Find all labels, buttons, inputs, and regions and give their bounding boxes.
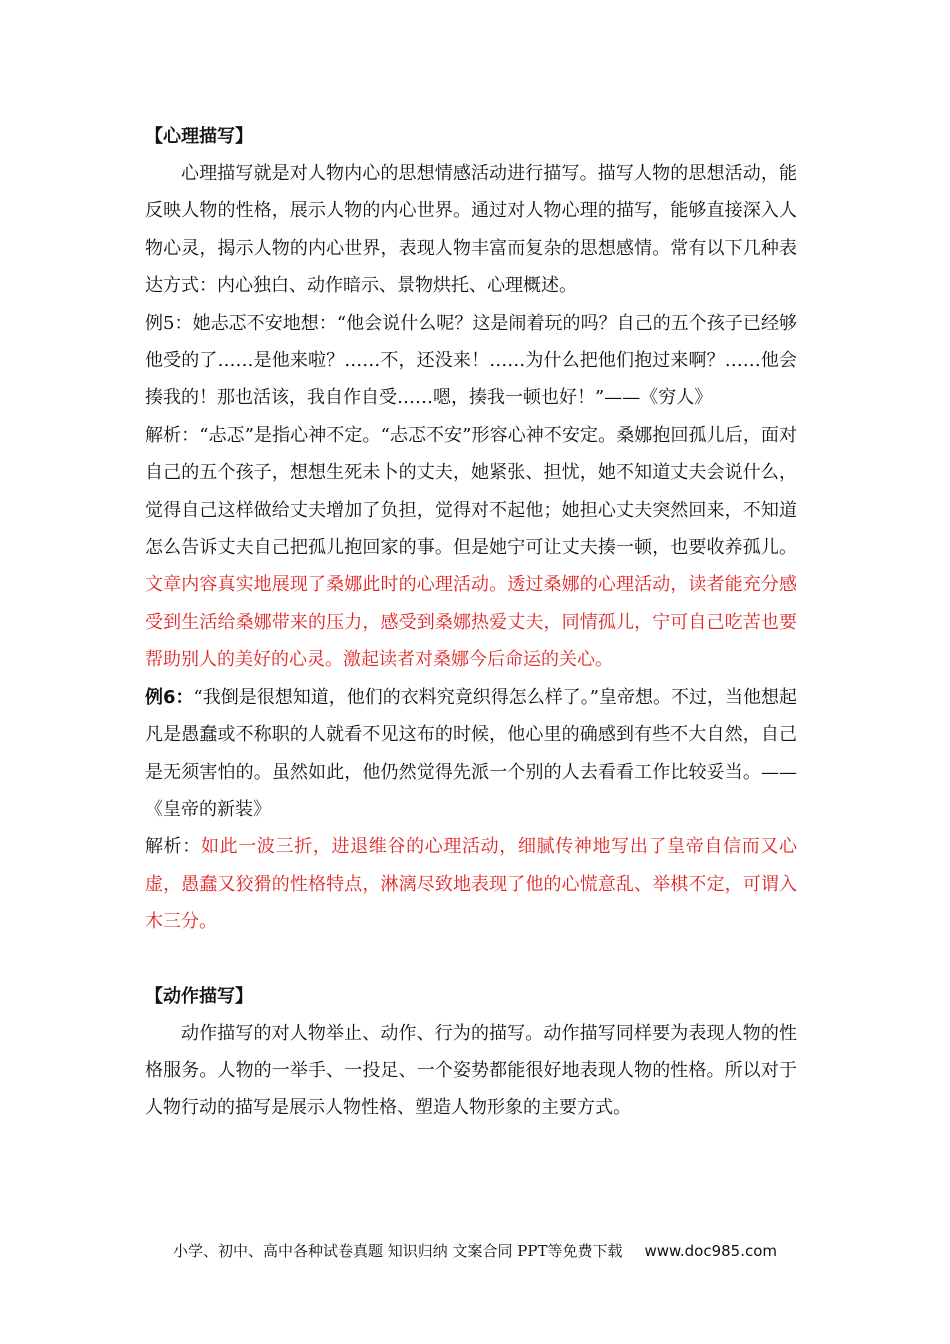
- page-footer: [0, 1240, 950, 1261]
- example-6-label: 例6：: [145, 686, 194, 708]
- action-intro-paragraph: 动作描写的对人物举止、动作、行为的描写。动作描写同样要为表现人物的性格服务。人物的一举手、一投足、一个姿势都能很好地表现人物的性格。所以对于人物行动的描写是展示人物性格、塑造人物形象的主要方式。: [145, 1022, 797, 1119]
- document-body: [145, 118, 797, 1127]
- footer-text: 小学、初中、高中各种试卷真题 知识归纳 文案合同 PPT等免费下载: [172, 1242, 623, 1260]
- example-5-analysis: [145, 417, 797, 679]
- example-5-analysis-highlight: 文章内容真实地展现了桑娜此时的心理活动。透过桑娜的心理活动，读者能充分感受到生活给桑娜带来的压力，感受到桑娜热爱丈夫，同情孤儿，宁可自己吃苦也要帮助别人的美好的心灵。激起读者对桑娜今后命运的关心。: [145, 574, 797, 671]
- section-spacer: [145, 941, 797, 978]
- example-6-analysis-highlight: 如此一波三折，进退维谷的心理活动，细腻传神地写出了皇帝自信而又心虚，愚蠢又狡猾的性格特点，淋漓尽致地表现了他的心慌意乱、举棋不定，可谓入木三分。: [145, 836, 798, 933]
- section-heading-action: 【动作描写】: [145, 985, 253, 1007]
- example-5-analysis-text: 解析：“忐忑”是指心神不定。“忐忑不安”形容心神不安定。桑娜抱回孤儿后，面对自己的五个孩子，想想生死未卜的丈夫，她紧张、担忧，她不知道丈夫会说什么，觉得自己这样做给丈夫增加了负担，觉得对不起他；她担心丈夫突然回来，不知道怎么告诉丈夫自己把孤儿抱回家的事。但是她宁可让丈夫揍一顿，也要收养孤儿。: [145, 424, 797, 559]
- footer-site-link[interactable]: www.doc985.com: [644, 1242, 778, 1260]
- section-heading-psychology: 【心理描写】: [145, 126, 253, 147]
- psychology-intro-paragraph: 心理描写就是对人物内心的思想情感活动进行描写。描写人物的思想活动，能反映人物的性格，展示人物的内心世界。通过对人物心理的描写，能够直接深入人物心灵，揭示人物的内心世界，表现人物丰富而复杂的思想感情。常有以下几种表达方式：内心独白、动作暗示、景物烘托、心理概述。: [145, 163, 797, 297]
- example-6-text: “我倒是很想知道，他们的衣料究竟织得怎么样了。”皇帝想。不过，当他想起凡是愚蠢或不称职的人就看不见这布的时候，他心里的确感到有些不大自然，自己是无须害怕的。虽然如此，他仍然觉得先派一个别的人去看看工作比较妥当。——《皇帝的新装》: [145, 686, 797, 820]
- example-6-analysis: [145, 828, 797, 940]
- example-5-paragraph: 例5：她忐忑不安地想：“他会说什么呢？这是闹着玩的吗？自己的五个孩子已经够他受的了……是他来啦？……不，还没来！……为什么把他们抱过来啊？……他会揍我的！那也活该，我自作自受……嗯，揍我一顿也好！”——《穷人》: [145, 312, 797, 409]
- example-6-paragraph: [145, 679, 797, 829]
- example-6-analysis-label: 解析：: [145, 836, 201, 858]
